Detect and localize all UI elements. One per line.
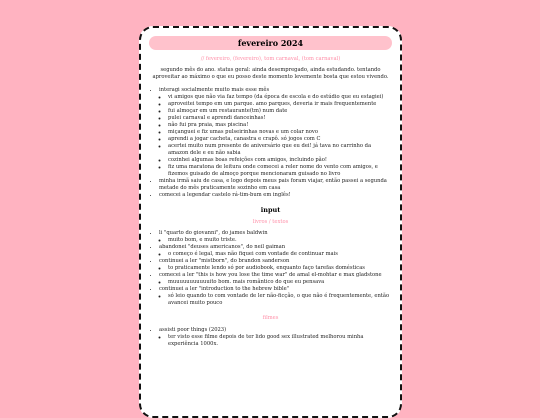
- sub-list-item: ◦ muito bom, e muito triste.: [168, 237, 392, 244]
- sub-list-item: ◦ pulei carnaval e aprendi danceinhas!: [168, 115, 392, 122]
- page-title: fevereiro 2024: [149, 36, 392, 50]
- books-list: [149, 230, 392, 307]
- sub-list-item: ◦ só leio quando to com vontade de ler não-ficção, o que não é frequentemente, então avancei muito pouco: [168, 293, 392, 307]
- main-list: [149, 87, 392, 199]
- films-heading: filmes: [262, 315, 279, 321]
- section-heading-input: input: [260, 206, 281, 214]
- sub-list: [159, 94, 392, 178]
- list-item-text: comecei a ler "this is how you lose the time war" de amal el-mohtar e max gladstone: [159, 272, 382, 278]
- sub-list: [159, 293, 392, 307]
- sub-list-item: ◦ fiz uma maratona de leitura onde comecei a reler nome do vento com amigos, e fizemos guisado de almoço porque mencionaram guisado no livro: [168, 164, 392, 178]
- list-item-text: continuei a ler "introduction to the hebrew bible": [159, 286, 290, 292]
- list-item: [159, 244, 392, 258]
- sub-list-item: ◦ vi amigos que não via faz tempo (da época de escola e do estúdio que eu estagiei): [168, 94, 392, 101]
- intro-paragraph: segundo mês do ano. status geral: ainda desempregado, ainda estudando. tentando aproveitar ao máximo o que eu posso deste momento levemente bosta que estou vivendo.: [152, 67, 389, 80]
- page-subtitle: // fevereiro, (fevereiro), tom carnaval, (tom carnaval): [200, 56, 341, 62]
- sub-list-item: ◦ não fui pra praia, mas piscina!: [168, 122, 392, 129]
- list-item: [159, 230, 392, 244]
- sub-list-item: ◦ muuuuuuuuuuuito bom. mais romântico do que eu pensava: [168, 279, 392, 286]
- list-item: [159, 272, 392, 286]
- films-list: [149, 327, 392, 348]
- sub-list: [159, 265, 392, 272]
- post-card: [139, 26, 402, 418]
- list-item-text: assisti poor things (2023): [159, 327, 227, 333]
- list-item: [159, 87, 392, 178]
- list-item-text: minha irmã saiu de casa, e logo depois meus pais foram viajar, então passei a segunda metade do mês praticamente sozinho em casa: [159, 178, 387, 191]
- list-item-text: abandonei "deuses americanos", do neil gaiman: [159, 244, 286, 250]
- books-heading: livros / textos: [252, 219, 289, 225]
- sub-list-item: ◦ ter visto esse filme depois de ter lido good sex illustrated melhorou minha experiência 1000x.: [168, 334, 392, 348]
- list-item-text: comecei a legendar castelo rá-tim-bum em inglês!: [159, 192, 291, 198]
- sub-list: [159, 251, 392, 258]
- sub-list: [159, 279, 392, 286]
- list-item: [159, 327, 392, 348]
- sub-list-item: ◦ aprendi a jogar cacheta, canastra e crapô. só jogos com C: [168, 136, 392, 143]
- list-item: [159, 192, 392, 199]
- sub-list-item: ◦ fui almoçar em um restaurante(tm) num date: [168, 108, 392, 115]
- sub-list: [159, 237, 392, 244]
- sub-list-item: ◦ miçanguei e fiz umas pulseirinhas novas e um colar novo: [168, 129, 392, 136]
- sub-list: [159, 334, 392, 348]
- sub-list-item: ◦ acertei muito num presente de aniversário que eu dei! já tava no carrinho da amazon dele e eu não sabia: [168, 143, 392, 157]
- list-item-text: li "quarto do giovanni", do james baldwin: [159, 230, 268, 236]
- list-item-text: interagi socialmente muito mais esse mês: [159, 87, 270, 93]
- sub-list-item: ◦ to praticamente lendo só por audiobook, enquanto faço tarefas domésticas: [168, 265, 392, 272]
- list-item: [159, 178, 392, 192]
- list-item: [159, 258, 392, 272]
- sub-list-item: ◦ cozinhei algumas boas refeições com amigos, incluindo pão!: [168, 157, 392, 164]
- sub-list-item: ◦ o começo é legal, mas não fiquei com vontade de continuar mais: [168, 251, 392, 258]
- sub-list-item: ◦ aproveitei tempo em um parque. amo parques, deveria ir mais frequentemente: [168, 101, 392, 108]
- list-item: [159, 286, 392, 307]
- list-item-text: continuei a ler "mistborn", do brandon sanderson: [159, 258, 290, 264]
